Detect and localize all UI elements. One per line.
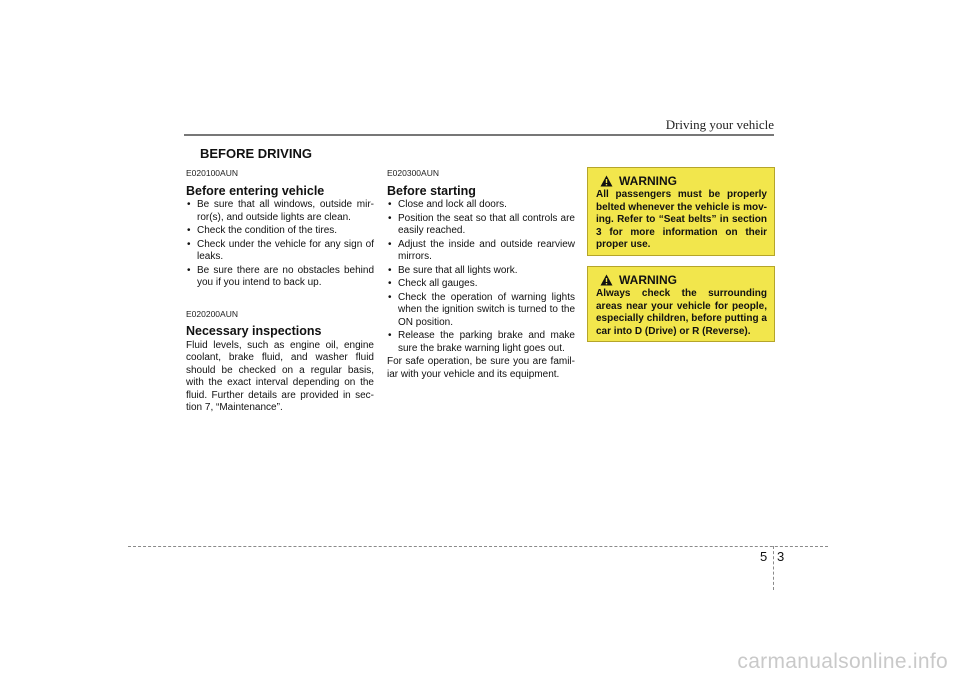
list-item xyxy=(387,213,575,238)
header-rule xyxy=(184,134,774,136)
bullet-icon: • xyxy=(388,264,392,276)
watermark[interactable]: carmanualsonline.info xyxy=(737,650,948,673)
list-item-text: Position the seat so that all controls are easily reached. xyxy=(398,212,575,236)
column-middle xyxy=(387,167,575,381)
section-code: E020100AUN xyxy=(186,168,238,178)
warning-text: All passengers must be properly belted whenever the vehicle is mov-ing. Refer to “Seat belts” in section 3 for more information on their proper use. xyxy=(596,189,767,250)
paragraph: For safe operation, be sure you are famil-iar with your vehicle and its equipment. xyxy=(387,356,575,380)
list-item xyxy=(186,225,374,238)
list-item-text: Be sure that all lights work. xyxy=(398,264,518,276)
bullet-icon: • xyxy=(388,199,392,210)
warning-box xyxy=(587,266,775,342)
list-item xyxy=(387,278,575,291)
section-heading: Before starting xyxy=(387,183,476,198)
page-divider xyxy=(773,546,774,590)
chapter-number: 5 xyxy=(760,549,768,564)
list-item xyxy=(387,239,575,264)
bullet-icon: • xyxy=(388,291,392,303)
bullet-icon: • xyxy=(187,199,191,210)
list-item-text: Release the parking brake and make sure the brake warning light goes out. xyxy=(398,330,575,354)
bullet-icon: • xyxy=(388,330,392,341)
bullet-icon: • xyxy=(388,278,392,289)
bullet-icon: • xyxy=(187,264,191,276)
list-item xyxy=(186,239,374,264)
section-code: E020200AUN xyxy=(186,308,238,319)
column-left xyxy=(186,167,374,415)
list-item-text: Be sure there are no obstacles behind you if you intend to back up. xyxy=(197,264,374,288)
bullet-list xyxy=(387,199,575,355)
section-heading: Necessary inspections xyxy=(186,324,322,338)
list-item-text: Check under the vehicle for any sign of leaks. xyxy=(197,238,374,262)
footer-rule xyxy=(128,546,828,547)
bullet-icon: • xyxy=(187,238,191,250)
section-title: BEFORE DRIVING xyxy=(200,146,312,161)
list-item xyxy=(387,265,575,278)
warning-label: WARNING xyxy=(619,273,677,287)
warning-box xyxy=(587,167,775,256)
warning-triangle-icon xyxy=(600,274,613,286)
list-item-text: Check the condition of the tires. xyxy=(197,225,338,236)
header-title: Driving your vehicle xyxy=(665,117,774,132)
list-item xyxy=(186,199,374,224)
warning-text: Always check the surrounding areas near your vehicle for people, especially children, before putting a car into D (Drive) or R (Reverse). xyxy=(596,288,767,337)
page-number: 3 xyxy=(777,549,785,564)
paragraph: Fluid levels, such as engine oil, engine coolant, brake fluid, and washer fluid should be checked on a regular basis, with the exact interval depending on the fluid. Further details are provided in sec-tion 7, “Maintenance”. xyxy=(186,339,374,413)
list-item-text: Be sure that all windows, outside mir-ror(s), and outside lights are clean. xyxy=(197,199,374,223)
list-item-text: Check all gauges. xyxy=(398,278,478,289)
list-item-text: Close and lock all doors. xyxy=(398,199,507,210)
list-item xyxy=(387,199,575,212)
section-heading: Before entering vehicle xyxy=(186,183,325,198)
bullet-icon: • xyxy=(388,212,392,224)
bullet-icon: • xyxy=(388,238,392,250)
list-item xyxy=(387,330,575,355)
warning-label: WARNING xyxy=(619,174,677,188)
list-item xyxy=(387,292,575,330)
list-item-text: Check the operation of warning lights when the ignition switch is turned to the ON position. xyxy=(398,291,575,328)
list-item xyxy=(186,265,374,290)
bullet-list xyxy=(186,199,374,290)
warning-triangle-icon xyxy=(600,175,613,187)
list-item-text: Adjust the inside and outside rearview mirrors. xyxy=(398,238,575,262)
section-code: E020300AUN xyxy=(387,168,439,178)
warning-header xyxy=(600,174,767,188)
bullet-icon: • xyxy=(187,225,191,236)
warning-header xyxy=(600,273,767,287)
